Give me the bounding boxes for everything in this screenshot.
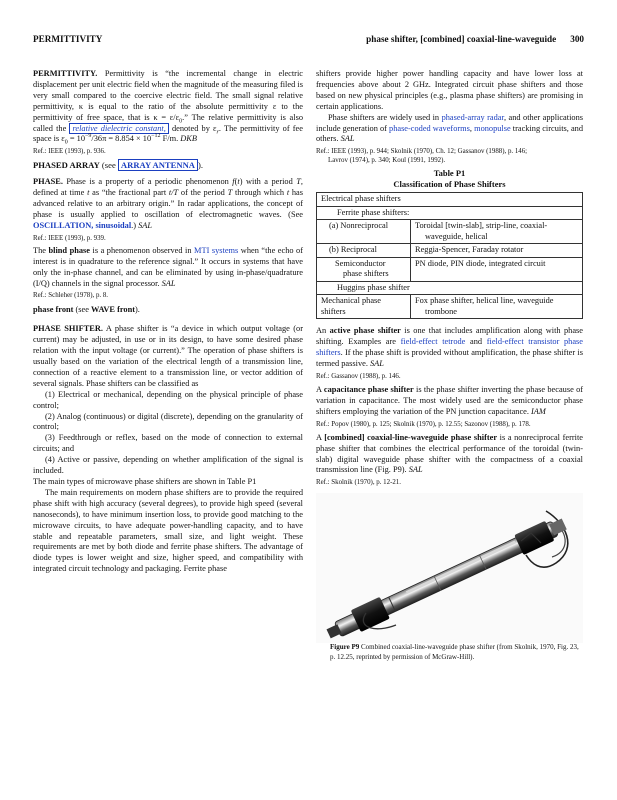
text: ) with a period	[239, 177, 297, 187]
text: Phase is a property of a periodic phenomenon	[62, 177, 233, 187]
figure-p9-photo	[316, 493, 583, 643]
list-item: (1) Electrical or mechanical, depending on the physical principle of phase control;	[33, 389, 303, 410]
phase-shifter-entry	[33, 324, 303, 389]
link-phased-array-radar[interactable]: phased-array radar	[441, 112, 504, 122]
link-array-antenna[interactable]	[118, 159, 198, 171]
text: . If the phase shift is provided without amplification, the phase shifter is termed passive.	[316, 348, 583, 369]
text: ).	[198, 160, 204, 171]
reference: Ref.: Gassanov (1988), p. 146.	[316, 372, 401, 380]
text: (	[234, 177, 238, 187]
header-right	[366, 34, 584, 44]
math: t/T	[168, 188, 179, 198]
text: , defined at time	[33, 177, 303, 198]
entry-head-phase-shifter: PHASE SHIFTER.	[33, 324, 103, 334]
text: is a phenomenon observed in	[89, 245, 195, 255]
table-row	[317, 244, 583, 258]
author-initials: SAL	[408, 465, 423, 475]
link-text: ARRAY ANTENNA	[120, 160, 196, 171]
list-item: (4) Active or passive, depending on whether amplification of the signal is included.	[33, 455, 303, 476]
text: ).	[135, 305, 140, 315]
figure-caption-text: Combined coaxial-line-waveguide phase shifter (from Skolnik, 1970, Fig. 23, p. 12.25, reprinted by permission of McGraw-Hill).	[330, 643, 579, 661]
header-left: PERMITTIVITY	[33, 34, 103, 44]
text: and	[465, 337, 487, 347]
list-item: (3) Feedthrough or reflex, based on the mode of connection to external circuits; and	[33, 433, 303, 454]
text: denoted by ε	[168, 123, 217, 133]
superscript: −12	[151, 133, 161, 140]
text: is the phase shifter inverting the phase because of variation in capacitance. The most widely used are the semiconductor phase shifters employing the variation of the PN junction capacitance.	[316, 384, 584, 416]
phase-entry	[33, 177, 303, 232]
link-relative-dielectric-constant[interactable]	[69, 123, 168, 134]
text: has advanced relative to an arbitrary origin.” In radar applications, the concept of phase is usually applied to oscillation of electromagnetic waves. (See	[33, 188, 304, 219]
math: t	[286, 188, 290, 198]
phased-array-entry	[33, 160, 303, 171]
reference: Ref.: IEEE (1993), p. 939.	[33, 234, 106, 242]
text: .)	[131, 220, 139, 230]
link-oscillation-sinusoidal[interactable]: OSCILLATION, sinusoidal	[33, 220, 132, 230]
text: , and other applications include generation of	[316, 112, 583, 133]
entry-head-phase: PHASE.	[33, 177, 63, 187]
table-cell: (a) Nonreciprocal	[317, 220, 411, 244]
table-cell: Reggia-Spencer, Faraday rotator	[411, 244, 583, 258]
term: [combined] coaxial-line-waveguide phase shifter	[324, 432, 498, 442]
text: . The permittivity of fee space is ε	[33, 123, 303, 144]
text: /36π = 8.854 × 10	[91, 134, 152, 144]
figure-label: Figure P9	[330, 643, 360, 652]
table-row	[317, 257, 583, 281]
link-fet-phase-shifters[interactable]: field-effect transistor phase shifters	[316, 337, 583, 358]
reference: Ref.: Popov (1980), p. 125; Skolnik (1970), p. 12.55; Sazonov (1988), p. 178.	[316, 420, 531, 428]
table-caption: Classification of Phase Shifters	[393, 179, 506, 190]
link-text: relative dielectric constant,	[72, 123, 166, 133]
text: A phase shifter is “a device in which output voltage (or current) may be adjusted, in use or in its design, to have some desired phase relation with the input voltage (or current).” The operation of phase shifters is usually based on the variation of the electrical length of a transmission line, connection of a reactive element to a transmission line, or vector addition of several signals. Phase shifters can be classified as	[33, 324, 303, 388]
paragraph	[316, 113, 583, 146]
paragraph: The main requirements on modern phase shifters are to provide the required phase shift with high accuracy (several degrees), to provide high speed (several nanoseconds), to have minimum insertion loss, to provide good matching to the microwave circuits, to have adequate power-handling capacity, and to have stable and repeatable parameters, small size, and light weight. These requirements are met by both diode and ferrite phase shifters. The advantage of diode types is lower weight and size, higher speed, and compatibility with integrated circuit technology and packaging. Ferrite phase	[33, 487, 303, 574]
figure-caption	[316, 643, 583, 662]
table-cell: Semiconductor phase shifters	[317, 257, 411, 281]
math: t	[237, 177, 240, 187]
table-cell: Huggins phase shifter	[317, 281, 583, 295]
reference: Ref.: IEEE (1993), p. 936.	[33, 148, 106, 156]
subscript: r	[216, 129, 219, 136]
table-row	[317, 193, 583, 207]
list-item: (2) Analog (continuous) or digital (discrete), depending on the granularity of control;	[33, 411, 303, 432]
text: when “the echo of interest is in quadrature to the reference signal.” It occurs in systems that have only the in-phase channel, and can be eliminated by using in-phase/quadrature (I/Q) channels in the signal processor.	[33, 245, 304, 288]
entry-head-phase-front: phase front	[33, 305, 74, 315]
table-number: Table P1	[433, 168, 466, 179]
text: tracking circuits, and others.	[316, 123, 584, 144]
author-initials: DKB	[180, 134, 197, 144]
text: = 10	[67, 134, 86, 144]
blind-phase-entry	[33, 246, 303, 290]
active-phase-shifter-entry	[316, 326, 583, 370]
table-cell: Toroidal [twin-slab], strip-line, coaxial- waveguide, helical	[411, 220, 583, 244]
table-row	[317, 206, 583, 220]
superscript: −9	[85, 133, 92, 140]
paragraph: shifters provide higher power handling capacity and have lower loss at frequencies above about 2 GHz. Integrated circuit phase shifters and those based on new physical principles (e.g., plasma phase shifters) are promising in certain applications.	[316, 69, 583, 111]
text: Lavrov (1974), p. 340; Koul (1991, 1992).	[328, 157, 446, 165]
capacitance-phase-shifter-entry	[316, 385, 583, 418]
math: f	[232, 177, 235, 187]
author-initials: SAL	[370, 359, 384, 369]
entry-head-permittivity: PERMITTIVITY.	[33, 69, 98, 78]
term: capacitance phase shifter	[323, 384, 414, 394]
text: F/m.	[160, 134, 181, 144]
left-column	[33, 69, 303, 575]
table-row	[317, 220, 583, 244]
table-cell: PN diode, PIN diode, integrated circuit	[411, 257, 583, 281]
math: t	[87, 188, 90, 198]
author-initials: SAL	[161, 278, 176, 288]
text: through which	[232, 188, 287, 198]
right-column	[316, 69, 583, 662]
table-row	[317, 295, 583, 319]
phase-front-entry	[33, 305, 303, 316]
author-initials: IAM	[531, 406, 546, 416]
text: is a nonreciprocal ferrite phase shifter that combines the electrical performance of the toroidal (twin-slab) digital waveguide phase shifter with the compactness of a coaxial transmission line (Fig. P9).	[316, 432, 583, 475]
text: Permittivity is “the incremental change in electric displacement per unit electric field when the magnitude of the measuring filed is very small compared to the coercive electric field. The small signal relative permittivity, κ is equal to the ratio of the absolute permittivity ε to the permittivity of free space, that is κ = ε/ε	[33, 69, 303, 122]
text: .” The relative permittivity is also called the	[33, 112, 303, 133]
reference	[316, 147, 583, 165]
math: T	[296, 177, 301, 187]
table-title	[316, 168, 583, 190]
table-cell: Mechanical phase shifters	[317, 295, 411, 319]
text: of the period	[178, 188, 228, 198]
table-cell: (b) Reciprocal	[317, 244, 411, 258]
paragraph: The main types of microwave phase shifters are shown in Table P1	[33, 477, 257, 486]
text: (see	[99, 160, 118, 171]
link-mti-systems[interactable]: MTI systems	[194, 245, 239, 255]
combined-phase-shifter-entry	[316, 433, 583, 477]
subscript: 0	[64, 140, 68, 147]
link-field-effect-tetrode[interactable]: field-effect tetrode	[400, 337, 466, 347]
table-cell: Fox phase shifter, helical line, waveguide trombone	[411, 295, 583, 319]
reference: Ref.: Schleher (1978), p. 8.	[33, 292, 109, 300]
text: (see	[73, 305, 92, 315]
cross-reference: WAVE front	[91, 305, 135, 315]
permittivity-entry	[33, 69, 303, 145]
text: Ref.: IEEE (1993), p. 944; Skolnik (1970), Ch. 12; Gassanov (1988), p. 146;	[316, 148, 528, 156]
header-topic: phase shifter, [combined] coaxial-line-waveguide	[366, 34, 557, 44]
text: An	[316, 326, 330, 336]
classification-table	[316, 192, 583, 319]
phase-shifter-photo	[316, 493, 583, 643]
text: A	[316, 384, 324, 394]
author-initials: SAL	[138, 220, 153, 230]
running-header	[33, 34, 584, 46]
term: active phase shifter	[329, 326, 401, 336]
text: Phase shifters are widely used in	[328, 112, 442, 122]
table-cell: Ferrite phase shifters:	[317, 206, 583, 220]
text: as “the fractional part	[89, 188, 169, 198]
reference: Ref.: Skolnik (1970), p. 12-21.	[316, 479, 401, 487]
author-initials: SAL	[340, 134, 355, 144]
text: The	[33, 245, 49, 255]
page-number: 300	[570, 34, 584, 44]
text: A	[316, 432, 325, 442]
math: T	[227, 188, 233, 198]
table-cell: Electrical phase shifters	[317, 193, 583, 207]
text: is one that includes amplification along with phase shifting. Examples are	[316, 326, 583, 347]
subscript: 0	[179, 118, 183, 125]
text: ,	[469, 123, 475, 133]
link-monopulse[interactable]: monopulse	[474, 123, 511, 133]
entry-head-phased-array: PHASED ARRAY	[33, 160, 100, 171]
link-phase-coded-waveforms[interactable]: phase-coded waveforms	[389, 123, 470, 133]
term: blind phase	[48, 245, 90, 255]
table-row	[317, 281, 583, 295]
